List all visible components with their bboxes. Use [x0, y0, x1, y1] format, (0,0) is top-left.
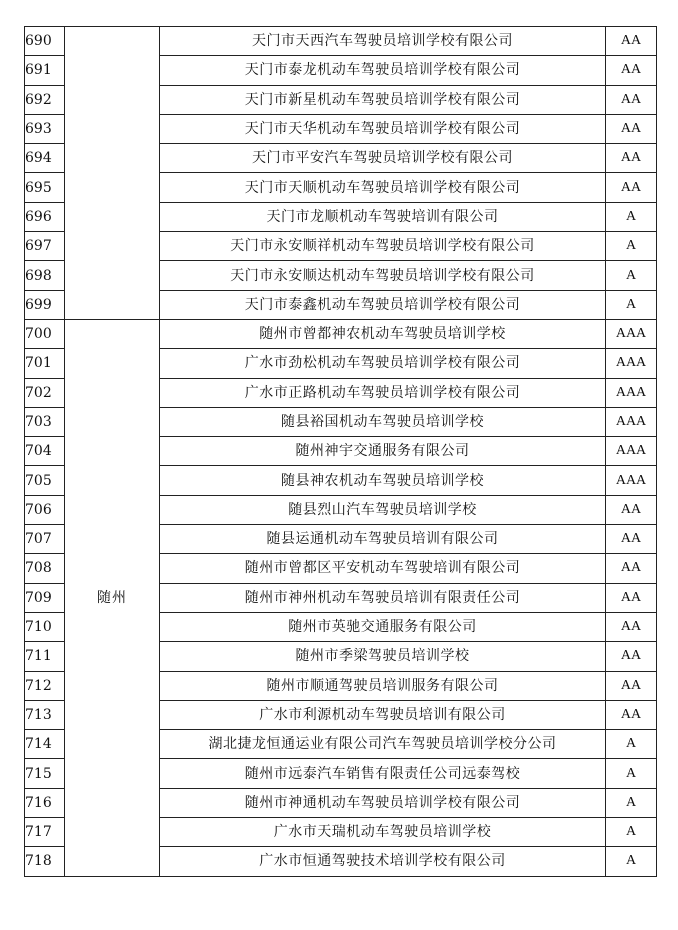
table-body: [25, 27, 657, 877]
school-name: 随州市英驰交通服务有限公司: [160, 612, 606, 641]
school-name: 天门市泰鑫机动车驾驶员培训学校有限公司: [160, 290, 606, 319]
school-name: 广水市天瑞机动车驾驶员培训学校: [160, 818, 606, 847]
rating-grade: AA: [606, 114, 657, 143]
rating-grade: A: [606, 847, 657, 876]
school-name: 随县烈山汽车驾驶员培训学校: [160, 495, 606, 524]
school-name: 广水市劲松机动车驾驶员培训学校有限公司: [160, 349, 606, 378]
row-number: 709: [25, 583, 65, 612]
school-name: 天门市天顺机动车驾驶员培训学校有限公司: [160, 173, 606, 202]
row-number: 703: [25, 407, 65, 436]
row-number: 716: [25, 788, 65, 817]
row-number: 705: [25, 466, 65, 495]
row-number: 702: [25, 378, 65, 407]
rating-grade: AA: [606, 85, 657, 114]
rating-grade: AAA: [606, 378, 657, 407]
school-name: 随县神农机动车驾驶员培训学校: [160, 466, 606, 495]
school-name: 随州市神州机动车驾驶员培训有限责任公司: [160, 583, 606, 612]
school-name: 随县裕国机动车驾驶员培训学校: [160, 407, 606, 436]
row-number: 715: [25, 759, 65, 788]
rating-grade: AA: [606, 583, 657, 612]
rating-grade: A: [606, 261, 657, 290]
rating-grade: AA: [606, 671, 657, 700]
school-name: 天门市永安顺祥机动车驾驶员培训学校有限公司: [160, 232, 606, 261]
rating-grade: A: [606, 788, 657, 817]
school-rating-table: [24, 26, 657, 877]
row-number: 700: [25, 319, 65, 348]
row-number: 708: [25, 554, 65, 583]
row-number: 713: [25, 700, 65, 729]
table-row: [25, 27, 657, 56]
row-number: 695: [25, 173, 65, 202]
school-name: 天门市泰龙机动车驾驶员培训学校有限公司: [160, 56, 606, 85]
school-name: 随州市季梁驾驶员培训学校: [160, 642, 606, 671]
row-number: 706: [25, 495, 65, 524]
rating-grade: AAA: [606, 466, 657, 495]
school-name: 随州市曾都区平安机动车驾驶培训有限公司: [160, 554, 606, 583]
school-name: 广水市利源机动车驾驶员培训有限公司: [160, 700, 606, 729]
rating-grade: AAA: [606, 319, 657, 348]
row-number: 691: [25, 56, 65, 85]
school-name: 天门市平安汽车驾驶员培训学校有限公司: [160, 144, 606, 173]
rating-grade: AA: [606, 173, 657, 202]
school-name: 湖北捷龙恒通运业有限公司汽车驾驶员培训学校分公司: [160, 730, 606, 759]
rating-grade: AA: [606, 700, 657, 729]
school-name: 广水市恒通驾驶技术培训学校有限公司: [160, 847, 606, 876]
row-number: 692: [25, 85, 65, 114]
rating-grade: A: [606, 730, 657, 759]
rating-grade: AA: [606, 495, 657, 524]
city-cell: 随州: [65, 319, 160, 876]
rating-grade: A: [606, 232, 657, 261]
row-number: 690: [25, 27, 65, 56]
rating-grade: AA: [606, 554, 657, 583]
school-name: 天门市龙顺机动车驾驶培训有限公司: [160, 202, 606, 231]
school-name: 天门市天西汽车驾驶员培训学校有限公司: [160, 27, 606, 56]
school-name: 随州市顺通驾驶员培训服务有限公司: [160, 671, 606, 700]
rating-grade: AA: [606, 144, 657, 173]
row-number: 696: [25, 202, 65, 231]
row-number: 698: [25, 261, 65, 290]
rating-grade: AA: [606, 56, 657, 85]
rating-grade: AAA: [606, 407, 657, 436]
row-number: 717: [25, 818, 65, 847]
city-cell: [65, 27, 160, 320]
rating-grade: AA: [606, 612, 657, 641]
rating-grade: A: [606, 759, 657, 788]
row-number: 718: [25, 847, 65, 876]
school-name: 广水市正路机动车驾驶员培训学校有限公司: [160, 378, 606, 407]
table-row: [25, 319, 657, 348]
row-number: 699: [25, 290, 65, 319]
school-name: 天门市永安顺达机动车驾驶员培训学校有限公司: [160, 261, 606, 290]
row-number: 710: [25, 612, 65, 641]
row-number: 697: [25, 232, 65, 261]
school-name: 随州市曾都神农机动车驾驶员培训学校: [160, 319, 606, 348]
school-name: 随县运通机动车驾驶员培训有限公司: [160, 525, 606, 554]
rating-grade: AAA: [606, 349, 657, 378]
row-number: 711: [25, 642, 65, 671]
rating-grade: AA: [606, 642, 657, 671]
row-number: 704: [25, 437, 65, 466]
rating-grade: AAA: [606, 437, 657, 466]
school-name: 随州神宇交通服务有限公司: [160, 437, 606, 466]
rating-grade: AA: [606, 27, 657, 56]
row-number: 693: [25, 114, 65, 143]
school-name: 随州市远泰汽车销售有限责任公司远泰驾校: [160, 759, 606, 788]
rating-grade: A: [606, 818, 657, 847]
row-number: 712: [25, 671, 65, 700]
row-number: 707: [25, 525, 65, 554]
school-name: 天门市天华机动车驾驶员培训学校有限公司: [160, 114, 606, 143]
row-number: 694: [25, 144, 65, 173]
rating-grade: AA: [606, 525, 657, 554]
row-number: 701: [25, 349, 65, 378]
school-name: 随州市神通机动车驾驶员培训学校有限公司: [160, 788, 606, 817]
row-number: 714: [25, 730, 65, 759]
rating-grade: A: [606, 290, 657, 319]
rating-grade: A: [606, 202, 657, 231]
school-name: 天门市新星机动车驾驶员培训学校有限公司: [160, 85, 606, 114]
